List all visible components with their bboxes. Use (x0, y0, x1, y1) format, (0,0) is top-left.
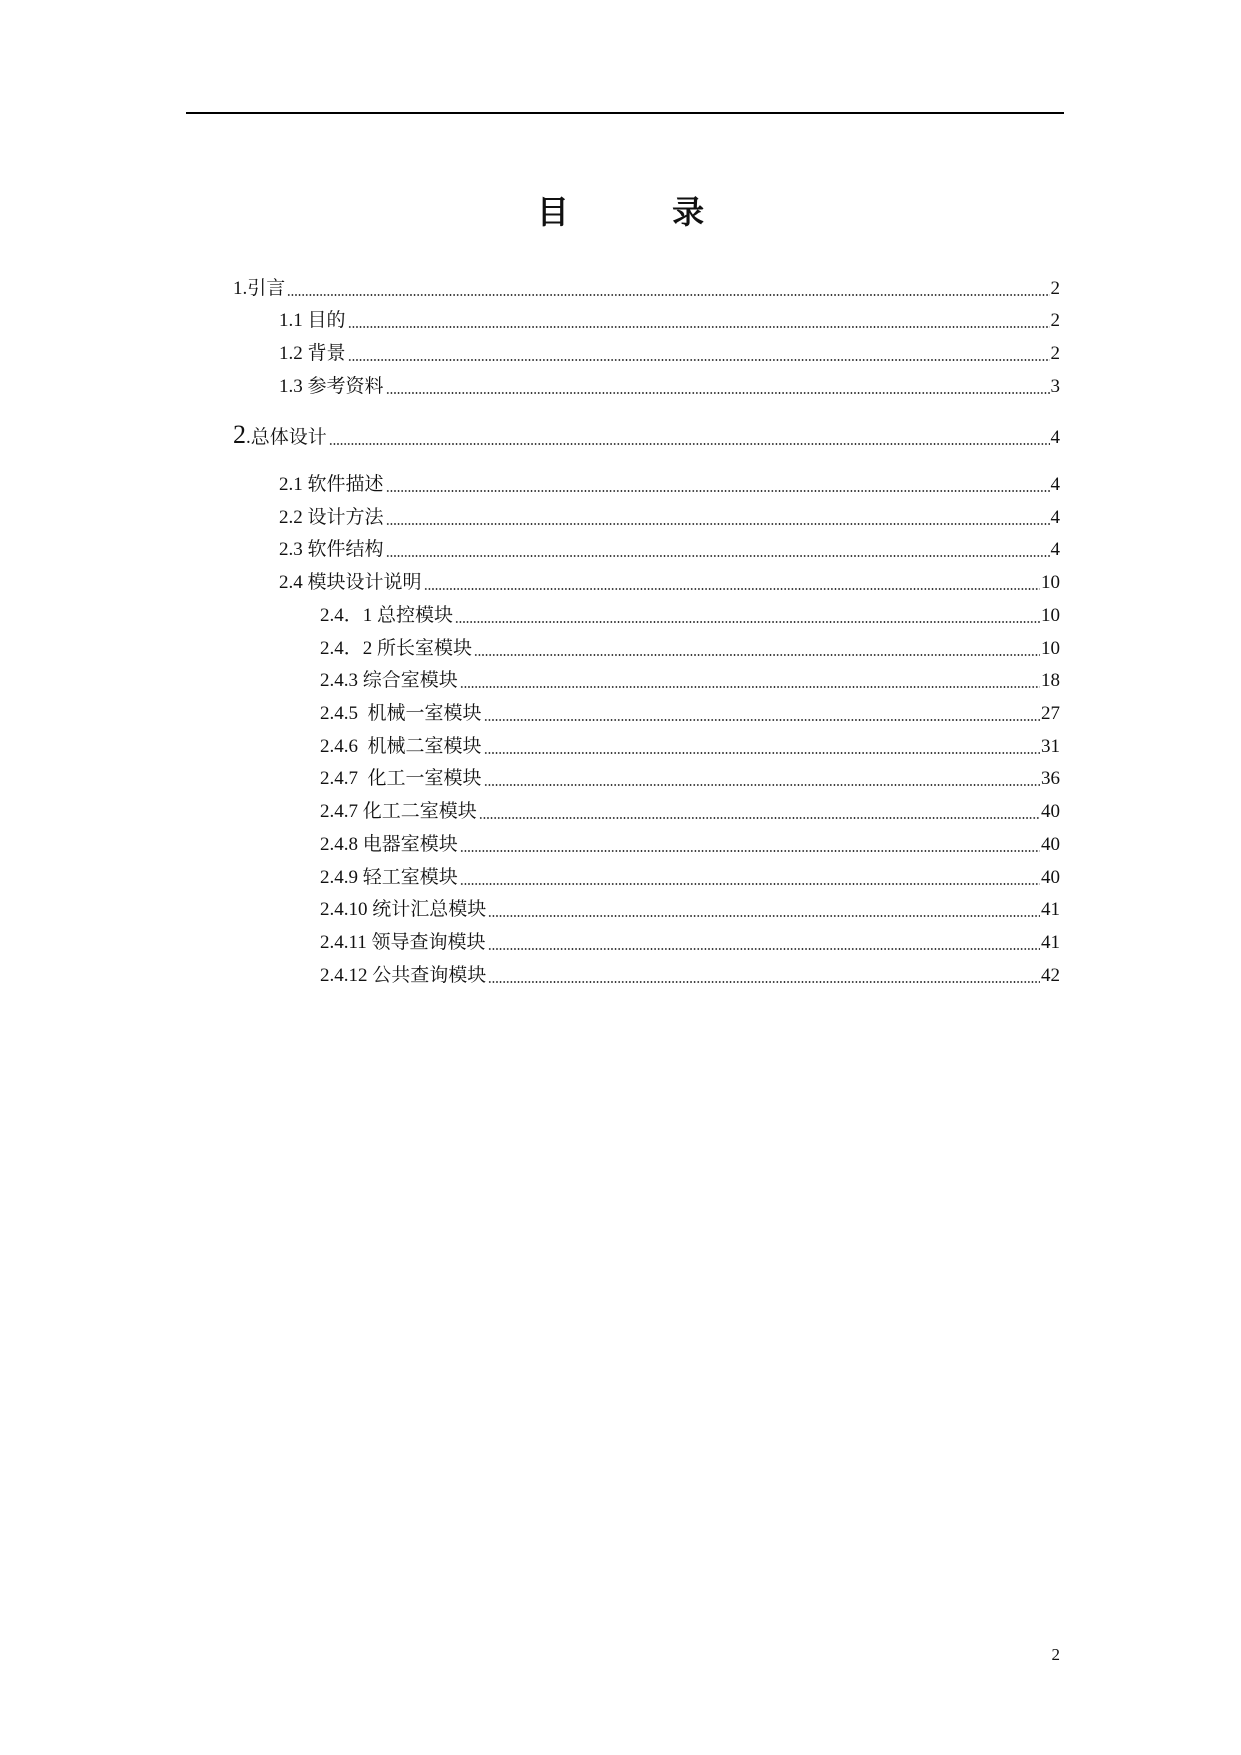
dot-leader (386, 392, 1050, 394)
toc-entry-page: 3 (1050, 376, 1060, 397)
dot-leader (488, 981, 1040, 983)
toc-entry[interactable] (279, 506, 1060, 530)
dot-leader (488, 948, 1040, 950)
toc-entry-label: 2.4．1 总控模块 (320, 605, 454, 626)
toc-entry-label: 2.4.6 机械二室模块 (320, 736, 482, 757)
toc-entry[interactable] (320, 669, 1060, 693)
toc-entry-page: 31 (1041, 736, 1060, 757)
toc-entry[interactable] (279, 571, 1060, 595)
toc-entry-page: 10 (1041, 638, 1060, 659)
toc-entry[interactable] (279, 342, 1060, 366)
toc-entry-page: 40 (1041, 867, 1060, 888)
toc-entry[interactable] (320, 800, 1060, 824)
toc-entry-label: 2.4.9 轻工室模块 (320, 867, 458, 888)
toc-entry[interactable] (279, 375, 1060, 399)
toc-entry-label: 2.2 设计方法 (279, 507, 384, 528)
toc-entry-label: 2.4.8 电器室模块 (320, 834, 458, 855)
toc-entry-page: 36 (1041, 768, 1060, 789)
dot-leader (484, 719, 1040, 721)
page-title: 目 录 (536, 193, 705, 231)
dot-leader (484, 752, 1040, 754)
toc-entry-intro[interactable] (233, 277, 1060, 301)
dot-leader (424, 588, 1040, 590)
dot-leader (287, 294, 1049, 296)
toc-entry-label: 2.4.3 综合室模块 (320, 670, 458, 691)
toc-entry[interactable] (320, 702, 1060, 726)
toc-entry-page: 18 (1041, 670, 1060, 691)
toc-entry[interactable] (279, 309, 1060, 333)
toc-entry-page: 2 (1050, 343, 1060, 364)
dot-leader (386, 490, 1050, 492)
toc-entry[interactable] (320, 735, 1060, 759)
toc-entry-page: 2 (1050, 310, 1060, 331)
dot-leader (460, 883, 1040, 885)
dot-leader (386, 555, 1050, 557)
toc-entry-label: 1.2 背景 (279, 343, 346, 364)
toc-entry-page: 4 (1050, 539, 1060, 560)
dot-leader (484, 784, 1040, 786)
toc-entry-page: 2 (1050, 278, 1060, 299)
toc-entry-page: 4 (1050, 427, 1060, 448)
toc-entry[interactable] (320, 866, 1060, 890)
dot-leader (329, 443, 1050, 445)
toc-entry-page: 4 (1050, 507, 1060, 528)
toc-entry-page: 4 (1050, 474, 1060, 495)
toc-entry-page: 10 (1041, 605, 1060, 626)
dot-leader (348, 326, 1050, 328)
toc-entry-label: 1.1 目的 (279, 310, 346, 331)
dot-leader (474, 654, 1040, 656)
toc-entry-page: 10 (1041, 572, 1060, 593)
page-number: 2 (1051, 1645, 1060, 1664)
header-rule (186, 112, 1064, 114)
toc-entry-label: 2.4.11 领导查询模块 (320, 932, 486, 953)
toc-entry-label: 2.4.10 统计汇总模块 (320, 899, 487, 920)
dot-leader (455, 621, 1040, 623)
toc-entry[interactable] (279, 473, 1060, 497)
toc-entry-label: 2.4.5 机械一室模块 (320, 703, 482, 724)
toc-entry-page: 27 (1041, 703, 1060, 724)
toc-entry[interactable] (320, 604, 1060, 628)
toc-entry-label: 2.1 软件描述 (279, 474, 384, 495)
toc-entry-label: 2.3 软件结构 (279, 539, 384, 560)
toc-entry-title: .总体设计 (246, 427, 327, 448)
toc-entry-page: 41 (1041, 899, 1060, 920)
dot-leader (386, 523, 1050, 525)
toc-entry-number: 2 (233, 420, 246, 449)
dot-leader (460, 686, 1040, 688)
toc-entry-label: 2.4.12 公共查询模块 (320, 965, 487, 986)
toc-entry-label (233, 420, 327, 450)
toc-entry[interactable] (320, 767, 1060, 791)
toc-entry-page: 41 (1041, 932, 1060, 953)
toc-entry[interactable] (320, 898, 1060, 922)
toc-entry-label: 1.引言 (233, 278, 286, 299)
toc-entry[interactable] (320, 637, 1060, 661)
dot-leader (479, 817, 1040, 819)
toc-entry[interactable] (320, 833, 1060, 857)
dot-leader (460, 850, 1040, 852)
dot-leader (488, 915, 1040, 917)
toc-entry-label: 2.4 模块设计说明 (279, 572, 422, 593)
dot-leader (348, 359, 1050, 361)
toc-entry-page: 40 (1041, 834, 1060, 855)
toc-entry[interactable] (320, 931, 1060, 955)
toc-entry-label: 1.3 参考资料 (279, 376, 384, 397)
toc-entry[interactable] (279, 538, 1060, 562)
toc-entry-label: 2.4.7 化工二室模块 (320, 801, 477, 822)
toc-entry-label: 2.4．2 所长室模块 (320, 638, 473, 659)
toc-entry-page: 42 (1041, 965, 1060, 986)
toc-entry-label: 2.4.7 化工一室模块 (320, 768, 482, 789)
toc-entry-overall-design[interactable] (233, 420, 1060, 450)
toc-entry[interactable] (320, 964, 1060, 988)
toc-entry-page: 40 (1041, 801, 1060, 822)
